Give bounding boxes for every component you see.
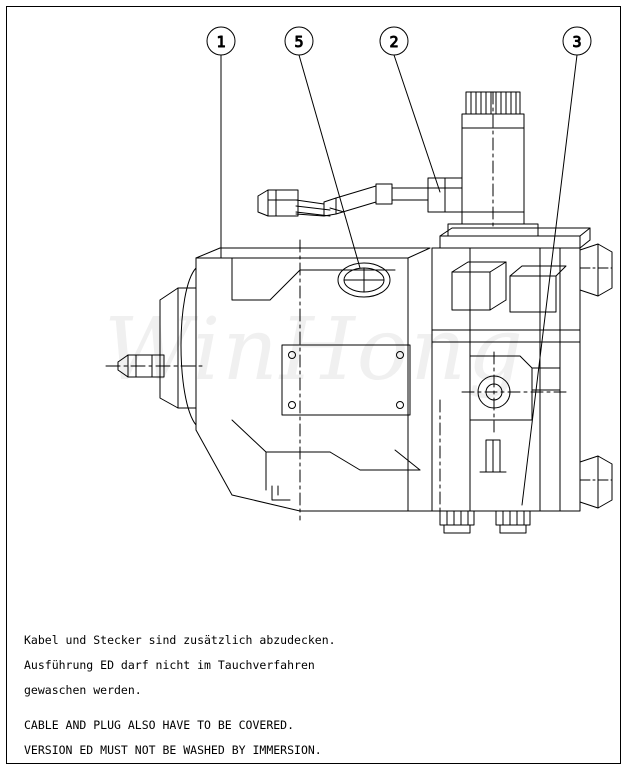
watermark: WinHong — [104, 300, 525, 400]
note-german-1: Kabel und Stecker sind zusätzlich abzudecken. — [24, 633, 336, 647]
callout-bubble-2 — [380, 27, 440, 192]
bottom-port-fittings — [440, 511, 530, 533]
cable-plug-assembly — [258, 178, 462, 216]
notes-block — [24, 628, 584, 763]
centre-lines — [300, 240, 440, 520]
note-english-1: CABLE AND PLUG ALSO HAVE TO BE COVERED. — [24, 718, 295, 732]
callout-label-5: 5 — [294, 33, 304, 51]
callout-bubble-5 — [285, 27, 360, 268]
pump-drive-flange — [106, 268, 206, 425]
pump-housing-left — [196, 248, 432, 511]
callout-label-3: 3 — [572, 33, 582, 51]
note-german-3: gewaschen werden. — [24, 683, 142, 697]
solenoid-valve-top — [448, 92, 538, 236]
callout-bubble-1 — [207, 27, 235, 258]
control-block-right — [432, 228, 590, 511]
port-ellipse — [338, 263, 390, 297]
note-german-2: Ausführung ED darf nicht im Tauchverfahren — [24, 658, 315, 672]
right-bolt-upper — [580, 244, 612, 296]
callout-label-2: 2 — [389, 33, 399, 51]
cover-plate — [282, 345, 410, 415]
note-english-2: VERSION ED MUST NOT BE WASHED BY IMMERSION. — [24, 743, 322, 757]
right-bolt-lower — [580, 456, 612, 508]
callout-label-1: 1 — [216, 33, 226, 51]
note-spacer — [24, 703, 584, 713]
